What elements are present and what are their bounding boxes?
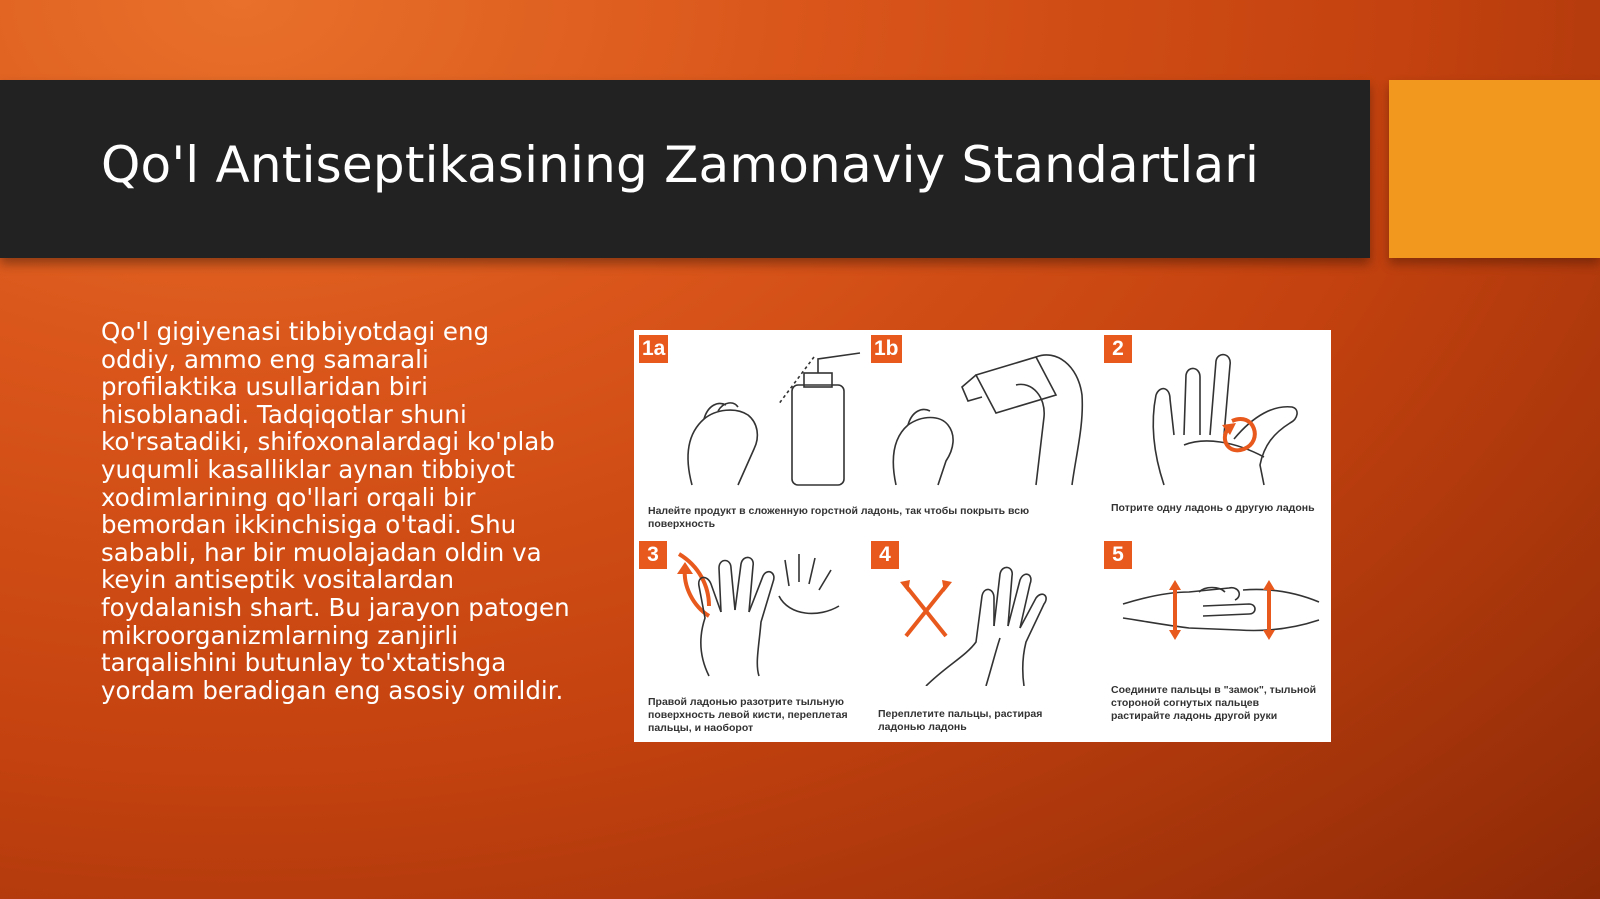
step-3-caption: Правой ладонью разотрите тыльную поверхность левой кисти, переплетая пальцы, и наоборот (648, 696, 848, 734)
step-4-cell (866, 536, 1098, 742)
step-badge: 2 (1104, 335, 1132, 363)
pour-bottle-icon (886, 345, 1086, 495)
accent-box (1389, 80, 1600, 258)
step-badge: 4 (871, 541, 899, 569)
step-3-cell (634, 536, 866, 742)
step-badge: 3 (639, 541, 667, 569)
slide-title: Qo'l Antiseptikasining Zamonaviy Standartlari (101, 136, 1260, 194)
interlaced-fingers-icon (896, 546, 1091, 686)
palm-rub-icon (1124, 345, 1324, 495)
back-of-hand-icon (669, 546, 864, 686)
step-5-caption: Соедините пальцы в "замок", тыльной стороной согнутых пальцев растирайте ладонь другой руки (1111, 684, 1317, 722)
finger-lock-icon (1119, 556, 1324, 656)
step-badge: 5 (1104, 541, 1132, 569)
step-1-caption: Налейте продукт в сложенную горстной ладонь, так чтобы покрыть всю поверхность (648, 505, 1030, 530)
pump-bottle-icon (674, 345, 864, 495)
step-4-caption: Переплетите пальцы, растирая ладонью ладонь (878, 708, 1043, 733)
step-2-cell (1099, 330, 1331, 536)
body-text: Qo'l gigiyenasi tibbiyotdagi eng oddiy, ammo eng samarali profilaktika usullaridan biri hisoblanadi. Tadqiqotlar shuni ko'rsatadiki, shifoxonalardagi ko'plab yuqumli kasalliklar aynan tibbiyot xodimlarining qo'llari orqali bir bemordan ikkinchisiga o'tadi. Shu sababli, har bir muolajadan oldin va keyin antiseptik vositalardan foydalanish shart. Bu jarayon patogen mikroorganizmlarning zanjirli tarqalishini butunlay to'xtatishga yordam beradigan eng asosiy omildir. (101, 317, 570, 705)
hand-hygiene-figure (634, 330, 1331, 742)
step-2-caption: Потрите одну ладонь о другую ладонь (1111, 502, 1315, 514)
step-5-cell (1099, 536, 1331, 742)
step-badge: 1a (639, 335, 668, 363)
step-badge: 1b (871, 335, 902, 363)
